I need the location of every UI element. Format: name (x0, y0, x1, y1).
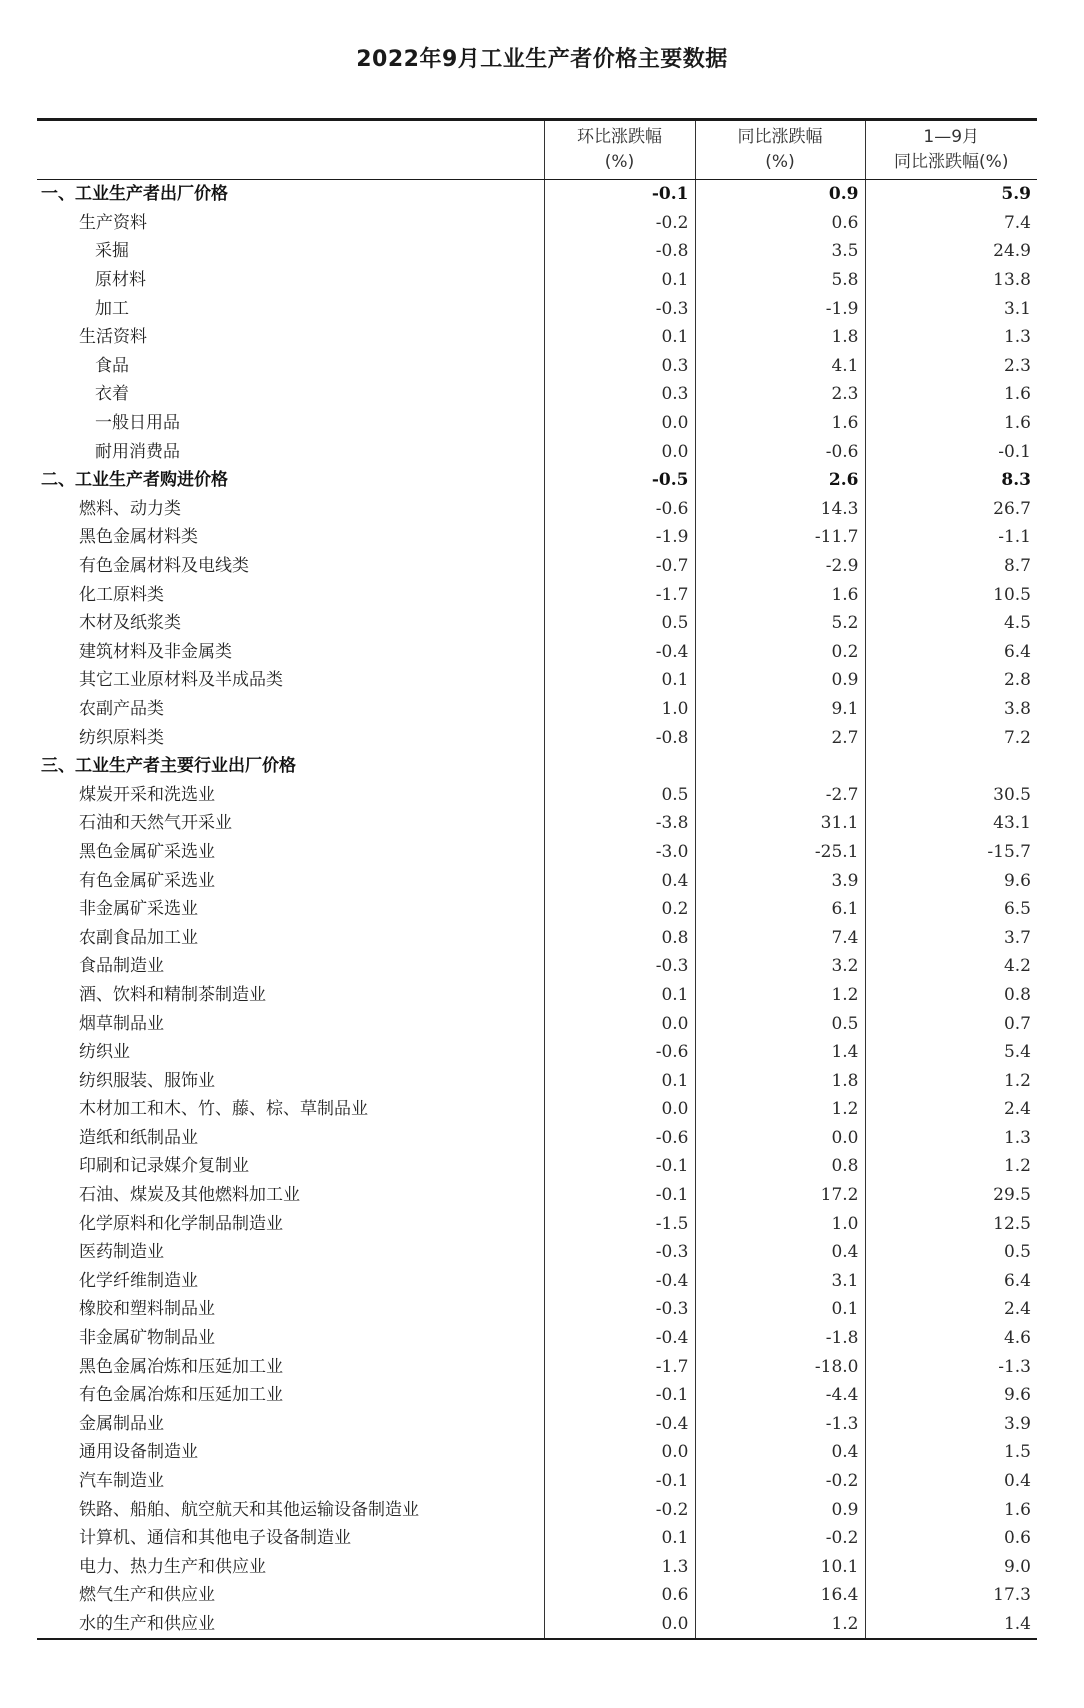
cumulative-change-value: 8.7 (865, 552, 1037, 581)
row-label: 木材及纸浆类 (79, 613, 181, 634)
row-label: 有色金属冶炼和压延加工业 (79, 1385, 283, 1406)
table-row (37, 1324, 1037, 1353)
yoy-change-value: 0.8 (695, 1152, 865, 1181)
row-label: 农副食品加工业 (79, 927, 198, 948)
mom-change-value: -0.6 (544, 495, 695, 524)
cumulative-change-value: -15.7 (865, 838, 1037, 867)
table-row (37, 266, 1037, 295)
cumulative-change-value: -1.3 (865, 1352, 1037, 1381)
mom-change-value: 0.1 (544, 323, 695, 352)
mom-change-value: 0.6 (544, 1581, 695, 1610)
table-row (37, 1009, 1037, 1038)
table-row (37, 1181, 1037, 1210)
row-label: 汽车制造业 (79, 1471, 164, 1492)
yoy-change-value: 1.6 (695, 580, 865, 609)
table-row (37, 380, 1037, 409)
mom-change-value: -0.1 (544, 180, 695, 209)
cumulative-change-value: 7.2 (865, 723, 1037, 752)
mom-change-value: 0.8 (544, 923, 695, 952)
table-row (37, 437, 1037, 466)
cumulative-change-value: 6.4 (865, 638, 1037, 667)
cumulative-change-value: 5.9 (865, 180, 1037, 209)
mom-change-value: -0.3 (544, 952, 695, 981)
row-label: 纺织原料类 (79, 727, 164, 748)
row-label: 印刷和记录媒介复制业 (79, 1156, 249, 1177)
mom-change-value: 0.3 (544, 380, 695, 409)
row-label: 加工 (95, 298, 129, 319)
yoy-change-value: 2.7 (695, 723, 865, 752)
yoy-change-value: 2.3 (695, 380, 865, 409)
mom-change-value: -0.4 (544, 1410, 695, 1439)
mom-change-value: -0.2 (544, 209, 695, 238)
mom-change-value: -0.8 (544, 723, 695, 752)
cumulative-change-value: 3.8 (865, 695, 1037, 724)
yoy-change-value: -2.9 (695, 552, 865, 581)
mom-change-value: -0.3 (544, 1295, 695, 1324)
cumulative-change-value: 1.6 (865, 380, 1037, 409)
yoy-change-value: 1.2 (695, 1095, 865, 1124)
row-label: 电力、热力生产和供应业 (79, 1556, 266, 1577)
cumulative-change-value: 6.4 (865, 1267, 1037, 1296)
mom-change-value: -0.3 (544, 1238, 695, 1267)
table-row (37, 952, 1037, 981)
table-row (37, 294, 1037, 323)
mom-change-value: -3.0 (544, 838, 695, 867)
table-row (37, 895, 1037, 924)
mom-change-value: 0.1 (544, 1066, 695, 1095)
cumulative-change-value (865, 752, 1037, 781)
yoy-change-value: -1.3 (695, 1410, 865, 1439)
mom-change-value: 1.3 (544, 1553, 695, 1582)
cumulative-change-value: 26.7 (865, 495, 1037, 524)
yoy-change-value: 0.1 (695, 1295, 865, 1324)
mom-change-value: -3.8 (544, 809, 695, 838)
row-label: 食品 (95, 355, 129, 376)
mom-change-value: 0.2 (544, 895, 695, 924)
table-row (37, 209, 1037, 238)
table-row (37, 695, 1037, 724)
cumulative-change-value: 24.9 (865, 237, 1037, 266)
document-title: 2022年9月工业生产者价格主要数据 (356, 47, 728, 72)
mom-change-value (544, 752, 695, 781)
yoy-change-value: 3.9 (695, 866, 865, 895)
yoy-change-value (695, 752, 865, 781)
cumulative-change-value: 5.4 (865, 1038, 1037, 1067)
yoy-change-value: 0.2 (695, 638, 865, 667)
row-label: 原材料 (95, 270, 146, 291)
cumulative-change-value: 0.5 (865, 1238, 1037, 1267)
yoy-change-value: 6.1 (695, 895, 865, 924)
table-row (37, 981, 1037, 1010)
header-cumulative-period: 1—9月 (923, 127, 980, 147)
table-row (37, 1238, 1037, 1267)
table-row (37, 780, 1037, 809)
row-label: 非金属矿采选业 (79, 899, 198, 920)
table-row (37, 1295, 1037, 1324)
cumulative-change-value: 4.6 (865, 1324, 1037, 1353)
mom-change-value: 0.1 (544, 981, 695, 1010)
row-label: 石油和天然气开采业 (79, 813, 232, 834)
table-row (37, 409, 1037, 438)
yoy-change-value: 0.5 (695, 1009, 865, 1038)
mom-change-value: 0.4 (544, 866, 695, 895)
mom-change-value: 0.5 (544, 780, 695, 809)
table-row (37, 723, 1037, 752)
row-label: 有色金属材料及电线类 (79, 556, 249, 577)
table-row (37, 1610, 1037, 1640)
header-yoy-title: 同比涨跌幅 (737, 127, 823, 147)
cumulative-change-value: -0.1 (865, 437, 1037, 466)
cumulative-change-value: 10.5 (865, 580, 1037, 609)
yoy-change-value: 0.9 (695, 666, 865, 695)
mom-change-value: -0.1 (544, 1152, 695, 1181)
mom-change-value: -0.5 (544, 466, 695, 495)
header-mom-unit: (%) (604, 152, 635, 172)
mom-change-value: -0.4 (544, 1267, 695, 1296)
row-label: 烟草制品业 (79, 1013, 164, 1034)
table-row (37, 838, 1037, 867)
cumulative-change-value: 9.6 (865, 866, 1037, 895)
mom-change-value: -1.9 (544, 523, 695, 552)
mom-change-value: -0.4 (544, 638, 695, 667)
mom-change-value: 0.3 (544, 352, 695, 381)
row-label: 生产资料 (79, 212, 147, 233)
cumulative-change-value: 3.9 (865, 1410, 1037, 1439)
mom-change-value: 0.0 (544, 409, 695, 438)
mom-change-value: 1.0 (544, 695, 695, 724)
mom-change-value: -0.3 (544, 294, 695, 323)
yoy-change-value: 1.6 (695, 409, 865, 438)
row-label: 化学纤维制造业 (79, 1270, 198, 1291)
table-row (37, 323, 1037, 352)
row-label: 食品制造业 (79, 956, 164, 977)
header-yoy-unit: (%) (765, 152, 795, 172)
table-header (37, 120, 1037, 180)
price-data-table-container (37, 118, 1037, 1640)
table-row (37, 1124, 1037, 1153)
cumulative-change-value: 0.4 (865, 1467, 1037, 1496)
cumulative-change-value: 1.2 (865, 1066, 1037, 1095)
cumulative-change-value: 2.8 (865, 666, 1037, 695)
yoy-change-value: -2.7 (695, 780, 865, 809)
yoy-change-value: 17.2 (695, 1181, 865, 1210)
mom-change-value: -0.8 (544, 237, 695, 266)
table-row (37, 352, 1037, 381)
table-row (37, 666, 1037, 695)
table-row (37, 466, 1037, 495)
yoy-change-value: 0.6 (695, 209, 865, 238)
row-label: 酒、饮料和精制茶制造业 (79, 984, 266, 1005)
row-label: 木材加工和木、竹、藤、棕、草制品业 (79, 1099, 368, 1120)
header-yoy-change (695, 120, 865, 180)
yoy-change-value: 10.1 (695, 1553, 865, 1582)
row-label: 燃料、动力类 (79, 498, 181, 519)
cumulative-change-value: 0.8 (865, 981, 1037, 1010)
cumulative-change-value: 1.3 (865, 1124, 1037, 1153)
mom-change-value: 0.5 (544, 609, 695, 638)
cumulative-change-value: 1.6 (865, 1495, 1037, 1524)
mom-change-value: -0.7 (544, 552, 695, 581)
cumulative-change-value: 30.5 (865, 780, 1037, 809)
yoy-change-value: 0.4 (695, 1438, 865, 1467)
cumulative-change-value: 1.6 (865, 409, 1037, 438)
mom-change-value: -0.1 (544, 1467, 695, 1496)
row-label: 计算机、通信和其他电子设备制造业 (79, 1528, 351, 1549)
table-row (37, 237, 1037, 266)
cumulative-change-value: 0.7 (865, 1009, 1037, 1038)
table-row (37, 1352, 1037, 1381)
row-label: 金属制品业 (79, 1413, 164, 1434)
yoy-change-value: 1.0 (695, 1209, 865, 1238)
row-label: 采掘 (95, 241, 129, 262)
cumulative-change-value: 4.5 (865, 609, 1037, 638)
cumulative-change-value: 9.0 (865, 1553, 1037, 1582)
mom-change-value: -1.5 (544, 1209, 695, 1238)
table-row (37, 1553, 1037, 1582)
table-row (37, 1095, 1037, 1124)
table-row (37, 1038, 1037, 1067)
yoy-change-value: -0.2 (695, 1524, 865, 1553)
cumulative-change-value: 17.3 (865, 1581, 1037, 1610)
row-label: 农副产品类 (79, 698, 164, 719)
row-label: 黑色金属材料类 (79, 527, 198, 548)
table-row (37, 1267, 1037, 1296)
table-row (37, 1066, 1037, 1095)
table-row (37, 180, 1037, 209)
cumulative-change-value: 2.4 (865, 1095, 1037, 1124)
yoy-change-value: -1.9 (695, 294, 865, 323)
header-cumulative-change (865, 120, 1037, 180)
mom-change-value: -0.6 (544, 1038, 695, 1067)
cumulative-change-value: 8.3 (865, 466, 1037, 495)
header-mom-change (544, 120, 695, 180)
yoy-change-value: -0.2 (695, 1467, 865, 1496)
row-label: 黑色金属冶炼和压延加工业 (79, 1356, 283, 1377)
mom-change-value: 0.0 (544, 437, 695, 466)
table-row (37, 1209, 1037, 1238)
mom-change-value: -0.6 (544, 1124, 695, 1153)
table-row (37, 1410, 1037, 1439)
row-label: 耐用消费品 (95, 441, 180, 462)
cumulative-change-value: 2.4 (865, 1295, 1037, 1324)
mom-change-value: -0.4 (544, 1324, 695, 1353)
yoy-change-value: 4.1 (695, 352, 865, 381)
row-label: 化工原料类 (79, 584, 164, 605)
yoy-change-value: 31.1 (695, 809, 865, 838)
row-label: 三、工业生产者主要行业出厂价格 (41, 756, 296, 777)
mom-change-value: 0.1 (544, 266, 695, 295)
row-label: 建筑材料及非金属类 (79, 641, 232, 662)
yoy-change-value: 1.2 (695, 1610, 865, 1640)
yoy-change-value: -0.6 (695, 437, 865, 466)
mom-change-value: -1.7 (544, 580, 695, 609)
yoy-change-value: -1.8 (695, 1324, 865, 1353)
cumulative-change-value: 0.6 (865, 1524, 1037, 1553)
mom-change-value: -1.7 (544, 1352, 695, 1381)
row-label: 煤炭开采和洗选业 (79, 784, 215, 805)
table-row (37, 866, 1037, 895)
cumulative-change-value: 29.5 (865, 1181, 1037, 1210)
row-label: 造纸和纸制品业 (79, 1127, 198, 1148)
cumulative-change-value: 9.6 (865, 1381, 1037, 1410)
yoy-change-value: 9.1 (695, 695, 865, 724)
yoy-change-value: 1.8 (695, 1066, 865, 1095)
row-label: 水的生产和供应业 (37, 1610, 544, 1640)
row-label: 医药制造业 (79, 1242, 164, 1263)
row-label: 有色金属矿采选业 (79, 870, 215, 891)
yoy-change-value: 1.8 (695, 323, 865, 352)
cumulative-change-value: 1.4 (865, 1610, 1037, 1640)
yoy-change-value: 5.2 (695, 609, 865, 638)
cumulative-change-value: 12.5 (865, 1209, 1037, 1238)
row-label: 化学原料和化学制品制造业 (79, 1213, 283, 1234)
yoy-change-value: 14.3 (695, 495, 865, 524)
cumulative-change-value: 4.2 (865, 952, 1037, 981)
price-data-table (37, 118, 1037, 1640)
row-label: 纺织业 (79, 1042, 130, 1063)
row-label: 二、工业生产者购进价格 (41, 470, 228, 491)
table-row (37, 809, 1037, 838)
row-label: 纺织服装、服饰业 (79, 1070, 215, 1091)
mom-change-value: 0.1 (544, 666, 695, 695)
table-row (37, 1524, 1037, 1553)
cumulative-change-value: 7.4 (865, 209, 1037, 238)
cumulative-change-value: 43.1 (865, 809, 1037, 838)
yoy-change-value: -25.1 (695, 838, 865, 867)
cumulative-change-value: 3.7 (865, 923, 1037, 952)
mom-change-value: -0.1 (544, 1181, 695, 1210)
cumulative-change-value: 6.5 (865, 895, 1037, 924)
yoy-change-value: 0.9 (695, 180, 865, 209)
mom-change-value: 0.0 (544, 1009, 695, 1038)
yoy-change-value: 5.8 (695, 266, 865, 295)
yoy-change-value: 7.4 (695, 923, 865, 952)
cumulative-change-value: 1.5 (865, 1438, 1037, 1467)
row-label: 生活资料 (79, 327, 147, 348)
yoy-change-value: 0.4 (695, 1238, 865, 1267)
mom-change-value: -0.2 (544, 1495, 695, 1524)
row-label: 非金属矿物制品业 (79, 1328, 215, 1349)
row-label: 橡胶和塑料制品业 (79, 1299, 215, 1320)
mom-change-value: 0.0 (544, 1610, 695, 1640)
header-cumulative-title: 同比涨跌幅(%) (894, 152, 1009, 172)
table-row (37, 495, 1037, 524)
table-row (37, 923, 1037, 952)
yoy-change-value: 3.2 (695, 952, 865, 981)
table-row (37, 1381, 1037, 1410)
header-mom-title: 环比涨跌幅 (577, 127, 662, 147)
cumulative-change-value: 1.3 (865, 323, 1037, 352)
yoy-change-value: 3.5 (695, 237, 865, 266)
yoy-change-value: 1.4 (695, 1038, 865, 1067)
yoy-change-value: 0.9 (695, 1495, 865, 1524)
table-body (37, 180, 1037, 1640)
row-label: 通用设备制造业 (79, 1442, 198, 1463)
table-row (37, 1152, 1037, 1181)
yoy-change-value: -4.4 (695, 1381, 865, 1410)
yoy-change-value: 16.4 (695, 1581, 865, 1610)
cumulative-change-value: 1.2 (865, 1152, 1037, 1181)
cumulative-change-value: -1.1 (865, 523, 1037, 552)
yoy-change-value: 3.1 (695, 1267, 865, 1296)
table-row (37, 752, 1037, 781)
mom-change-value: 0.1 (544, 1524, 695, 1553)
row-label: 铁路、船舶、航空航天和其他运输设备制造业 (79, 1499, 419, 1520)
mom-change-value: 0.0 (544, 1438, 695, 1467)
cumulative-change-value: 13.8 (865, 266, 1037, 295)
cumulative-change-value: 3.1 (865, 294, 1037, 323)
table-row (37, 523, 1037, 552)
mom-change-value: -0.1 (544, 1381, 695, 1410)
table-row (37, 1581, 1037, 1610)
row-label: 石油、煤炭及其他燃料加工业 (79, 1185, 300, 1206)
table-row (37, 1438, 1037, 1467)
yoy-change-value: -18.0 (695, 1352, 865, 1381)
row-label: 燃气生产和供应业 (79, 1585, 215, 1606)
header-label-column (37, 120, 544, 180)
yoy-change-value: 1.2 (695, 981, 865, 1010)
yoy-change-value: 0.0 (695, 1124, 865, 1153)
table-row (37, 609, 1037, 638)
row-label: 一、工业生产者出厂价格 (41, 184, 228, 205)
table-row (37, 1495, 1037, 1524)
yoy-change-value: 2.6 (695, 466, 865, 495)
row-label: 一般日用品 (95, 413, 180, 434)
cumulative-change-value: 2.3 (865, 352, 1037, 381)
row-label: 衣着 (95, 384, 129, 405)
table-row (37, 638, 1037, 667)
row-label: 黑色金属矿采选业 (79, 841, 215, 862)
table-row (37, 580, 1037, 609)
yoy-change-value: -11.7 (695, 523, 865, 552)
table-row (37, 1467, 1037, 1496)
table-row (37, 552, 1037, 581)
row-label: 其它工业原材料及半成品类 (79, 670, 283, 691)
mom-change-value: 0.0 (544, 1095, 695, 1124)
